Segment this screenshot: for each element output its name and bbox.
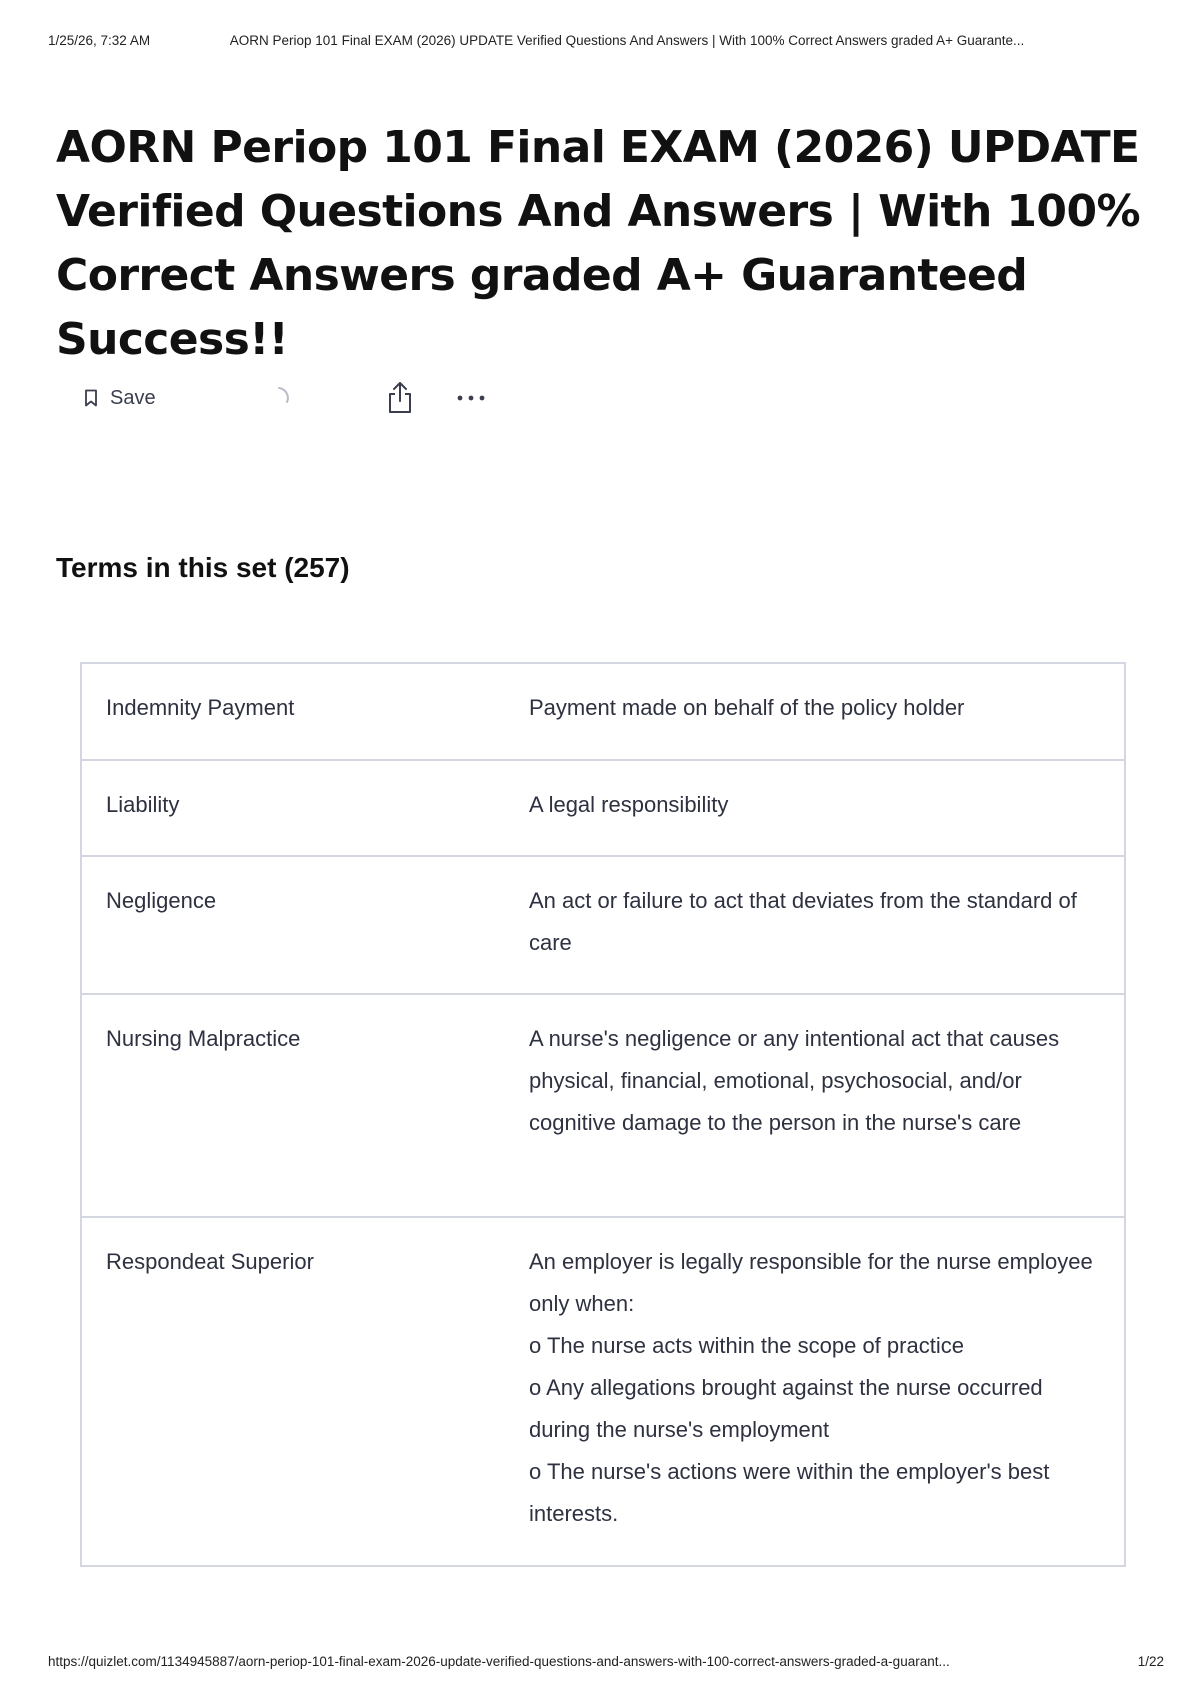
save-label: Save (110, 386, 156, 409)
definition-line: A nurse's negligence or any intentional act that causes physical, financial, emotional, psychosocial, and/or cognitive damage to the person in the nurse's care (529, 1026, 1060, 1135)
term: Respondeat Superior (106, 1249, 314, 1274)
definition-line: o The nurse acts within the scope of practice (529, 1333, 964, 1358)
save-button[interactable] (84, 378, 184, 418)
print-footer (48, 1654, 1164, 1669)
definition (529, 659, 1124, 759)
term-row (82, 855, 1124, 993)
definition-line: Payment made on behalf of the policy holder (529, 695, 965, 720)
terms-table (80, 662, 1126, 1567)
loading-spinner-icon (266, 378, 296, 418)
definition-line: An act or failure to act that deviates from the standard of care (529, 888, 1077, 955)
term: Indemnity Payment (106, 695, 295, 720)
term-row (82, 664, 1124, 759)
print-datetime: 1/25/26, 7:32 AM (48, 33, 151, 48)
definition (529, 756, 1124, 855)
print-header (48, 33, 1164, 48)
definition (529, 1213, 1124, 1565)
definition-line: o The nurse's actions were within the employer's best interests. (529, 1459, 1050, 1526)
term-row (82, 1216, 1124, 1565)
more-options-button[interactable] (456, 378, 492, 418)
definition-line: A legal responsibility (529, 792, 729, 817)
definition-line: o Any allegations brought against the nurse occurred during the nurse's employment (529, 1375, 1043, 1442)
bookmark-icon (84, 389, 98, 407)
definition (529, 990, 1124, 1216)
term: Liability (106, 792, 180, 817)
term-row (82, 993, 1124, 1216)
print-page-number: 1/22 (1137, 1654, 1164, 1669)
definition-line: An employer is legally responsible for the nurse employee only when: (529, 1249, 1093, 1316)
print-url: https://quizlet.com/1134945887/aorn-periop-101-final-exam-2026-update-verified-questions-and-answers-with-100-correct-answers-graded-a-guarant... (48, 1654, 950, 1669)
term-row (82, 759, 1124, 855)
term: Negligence (106, 888, 217, 913)
definition (529, 852, 1124, 993)
term: Nursing Malpractice (106, 1026, 301, 1051)
print-doc-title: AORN Periop 101 Final EXAM (2026) UPDATE Verified Questions And Answers | With 100% Correct Answers graded A+ Guarante... (229, 33, 1025, 48)
share-button[interactable] (386, 378, 416, 418)
terms-count-heading: Terms in this set (257) (56, 552, 350, 583)
page-title: AORN Periop 101 Final EXAM (2026) UPDATE Verified Questions And Answers | With 100% Correct Answers graded A+ Guaranteed Success!! (56, 122, 1140, 365)
more-options-icon (456, 394, 486, 402)
share-icon (386, 381, 414, 415)
